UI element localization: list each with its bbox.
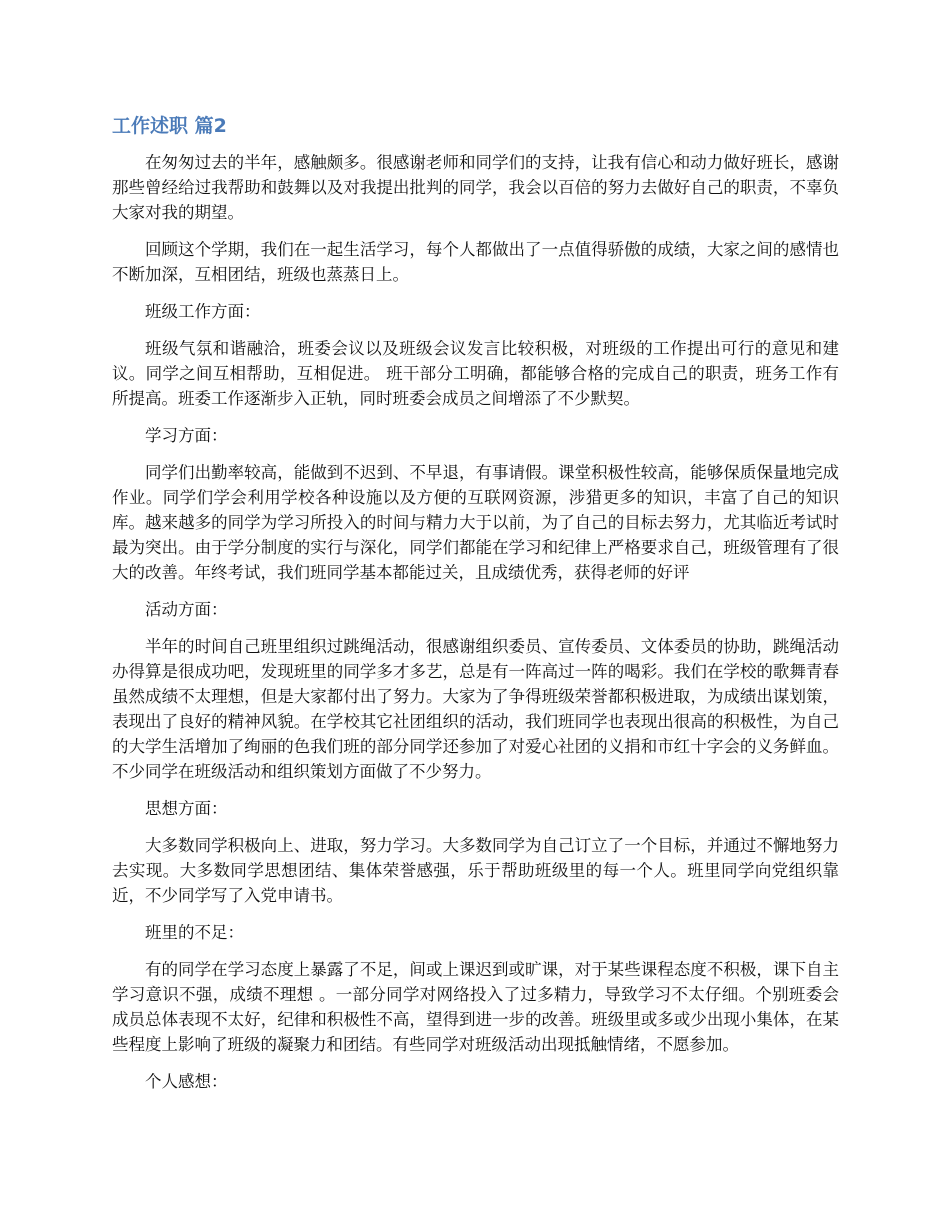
document-title: 工作述职 篇2 <box>112 115 227 137</box>
document-page <box>112 112 839 1106</box>
section-heading-thoughts: 思想方面： <box>145 799 228 818</box>
paragraph-thoughts: 大多数同学积极向上、进取，努力学习。大多数同学为自己订立了一个目标，并通过不懈地努力去实现。大多数同学思想团结、集体荣誉感强，乐于帮助班级里的每一个人。班里同学向党组织靠近，不少同学写了入党申请书。 <box>112 836 839 905</box>
section-heading-shortcomings: 班里的不足： <box>145 923 244 942</box>
paragraph-study: 同学们出勤率较高，能做到不迟到、不早退，有事请假。课堂积极性较高，能够保质保量地完成作业。同学们学会利用学校各种设施以及方便的互联网资源，涉猎更多的知识，丰富了自己的知识库。越来越多的同学为学习所投入的时间与精力大于以前，为了自己的目标去努力，尤其临近考试时最为突出。由于学分制度的实行与深化，同学们都能在学习和纪律上严格要求自己，班级管理有了很大的改善。年终考试，我们班同学基本都能过关，且成绩优秀，获得老师的好评 <box>112 463 839 582</box>
paragraph-review: 回顾这个学期，我们在一起生活学习，每个人都做出了一点值得骄傲的成绩，大家之间的感情也不断加深，互相团结，班级也蒸蒸日上。 <box>112 240 839 284</box>
section-heading-class-work: 班级工作方面： <box>145 302 261 321</box>
paragraph-class-work: 班级气氛和谐融洽，班委会议以及班级会议发言比较积极，对班级的工作提出可行的意见和建议。同学之间互相帮助，互相促进。 班干部分工明确，都能够合格的完成自己的职责，班务工作有所提高。班委工作逐渐步入正轨，同时班委会成员之间增添了不少默契。 <box>112 339 839 408</box>
paragraph-activities: 半年的时间自己班里组织过跳绳活动，很感谢组织委员、宣传委员、文体委员的协助，跳绳活动办得算是很成功吧，发现班里的同学多才多艺，总是有一阵高过一阵的喝彩。我们在学校的歌舞青春虽然成绩不太理想，但是大家都付出了努力。大家为了争得班级荣誉都积极进取，为成绩出谋划策，表现出了良好的精神风貌。在学校其它社团组织的活动，我们班同学也表现出很高的积极性，为自己的大学生活增加了绚丽的色我们班的部分同学还参加了对爱心社团的义捐和市红十字会的义务鲜血。不少同学在班级活动和组织策划方面做了不少努力。 <box>112 637 839 781</box>
paragraph-intro: 在匆匆过去的半年，感触颇多。很感谢老师和同学们的支持，让我有信心和动力做好班长，感谢那些曾经给过我帮助和鼓舞以及对我提出批判的同学，我会以百倍的努力去做好自己的职责，不辜负大家对我的期望。 <box>112 153 839 222</box>
section-heading-study: 学习方面： <box>145 426 228 445</box>
paragraph-shortcomings: 有的同学在学习态度上暴露了不足，间或上课迟到或旷课，对于某些课程态度不积极，课下自主学习意识不强，成绩不理想 。一部分同学对网络投入了过多精力，导致学习不太仔细。个别班委会成员总体表现不太好，纪律和积极性不高，望得到进一步的改善。班级里或多或少出现小集体，在某些程度上影响了班级的凝聚力和团结。有些同学对班级活动出现抵触情绪，不愿参加。 <box>112 960 839 1054</box>
section-heading-personal: 个人感想： <box>145 1072 228 1091</box>
section-heading-activities: 活动方面： <box>145 600 228 619</box>
